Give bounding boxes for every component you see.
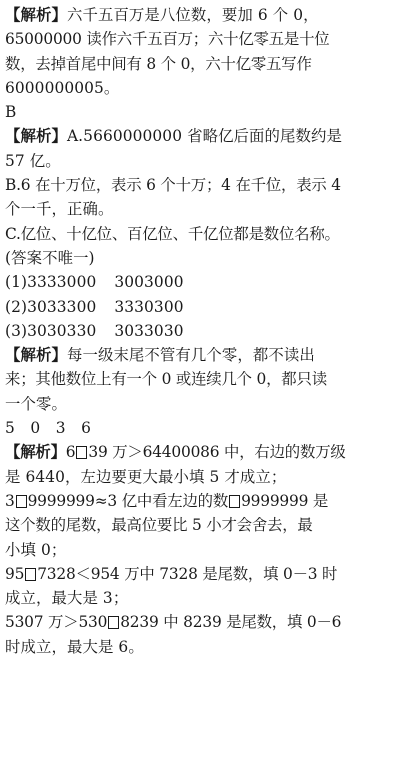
answers-line: 5 0 3 6 — [5, 419, 92, 438]
analysis-tag: 【解析】 — [5, 127, 67, 146]
text-line: 是 6440，左边要更大最小填 5 才成立； — [5, 467, 287, 486]
text-line: 5307 万＞530 8239 中 8239 是尾数，填 0－6 — [5, 613, 342, 632]
analysis-tag: 【解析】 — [5, 6, 67, 24]
text-line: 3 9999999≈3 亿中看左边的数 9999999 是 — [5, 491, 329, 510]
text-line: 这个数的尾数，最高位要比 5 小才会舍去，最 — [5, 516, 313, 535]
text-line: 小填 0； — [5, 540, 67, 559]
text-line: 【解析】6 39 万＞64400086 中，右边的数万级 — [5, 443, 346, 462]
answer-b: B — [5, 103, 17, 122]
text-line: 成立，最大是 3； — [5, 589, 129, 608]
blank-box — [229, 495, 240, 508]
text-line: 【解析】A.5660000000 省略亿后面的尾数约是 — [5, 127, 342, 146]
answer-row: (3)3030330 3033030 — [5, 321, 184, 340]
answer-row: (1)3333000 3003000 — [5, 273, 184, 292]
text-line: 时成立，最大是 6。 — [5, 637, 144, 656]
blank-box — [108, 616, 119, 629]
text-line: 【解析】六千五百万是八位数，要加 6 个 0， — [5, 6, 319, 24]
text-line: B.6 在十万位，表示 6 个十万；4 在千位，表示 4 — [5, 176, 341, 195]
analysis-tag: 【解析】 — [5, 346, 67, 365]
blank-box — [76, 446, 87, 459]
answer-row: (2)3033300 3330300 — [5, 297, 184, 316]
analysis-tag: 【解析】 — [5, 443, 66, 462]
note-line: (答案不唯一) — [5, 248, 95, 267]
text-line: 个一千，正确。 — [5, 200, 114, 219]
blank-box — [25, 568, 36, 581]
section-2 — [5, 124, 398, 245]
text-line: 一个零。 — [5, 394, 67, 413]
text-line: 来；其他数位上有一个 0 或连续几个 0，都只读 — [5, 370, 327, 389]
section-4 — [5, 416, 398, 659]
section-3 — [5, 246, 398, 416]
text-line: 6000000005。 — [5, 78, 120, 97]
text-line: 57 亿。 — [5, 151, 61, 170]
blank-box — [16, 495, 27, 508]
text-line: 【解析】每一级末尾不管有几个零，都不读出 — [5, 346, 315, 365]
text-line: 数，去掉首尾中间有 8 个 0，六十亿零五写作 — [5, 54, 312, 73]
text-line: 95 7328＜954 万中 7328 是尾数，填 0－3 时 — [5, 564, 338, 583]
text-line: 65000000 读作六千五百万；六十亿零五是十位 — [5, 30, 330, 49]
text-line: C.亿位、十亿位、百亿位、千亿位都是数位名称。 — [5, 224, 340, 243]
section-1 — [5, 3, 398, 100]
